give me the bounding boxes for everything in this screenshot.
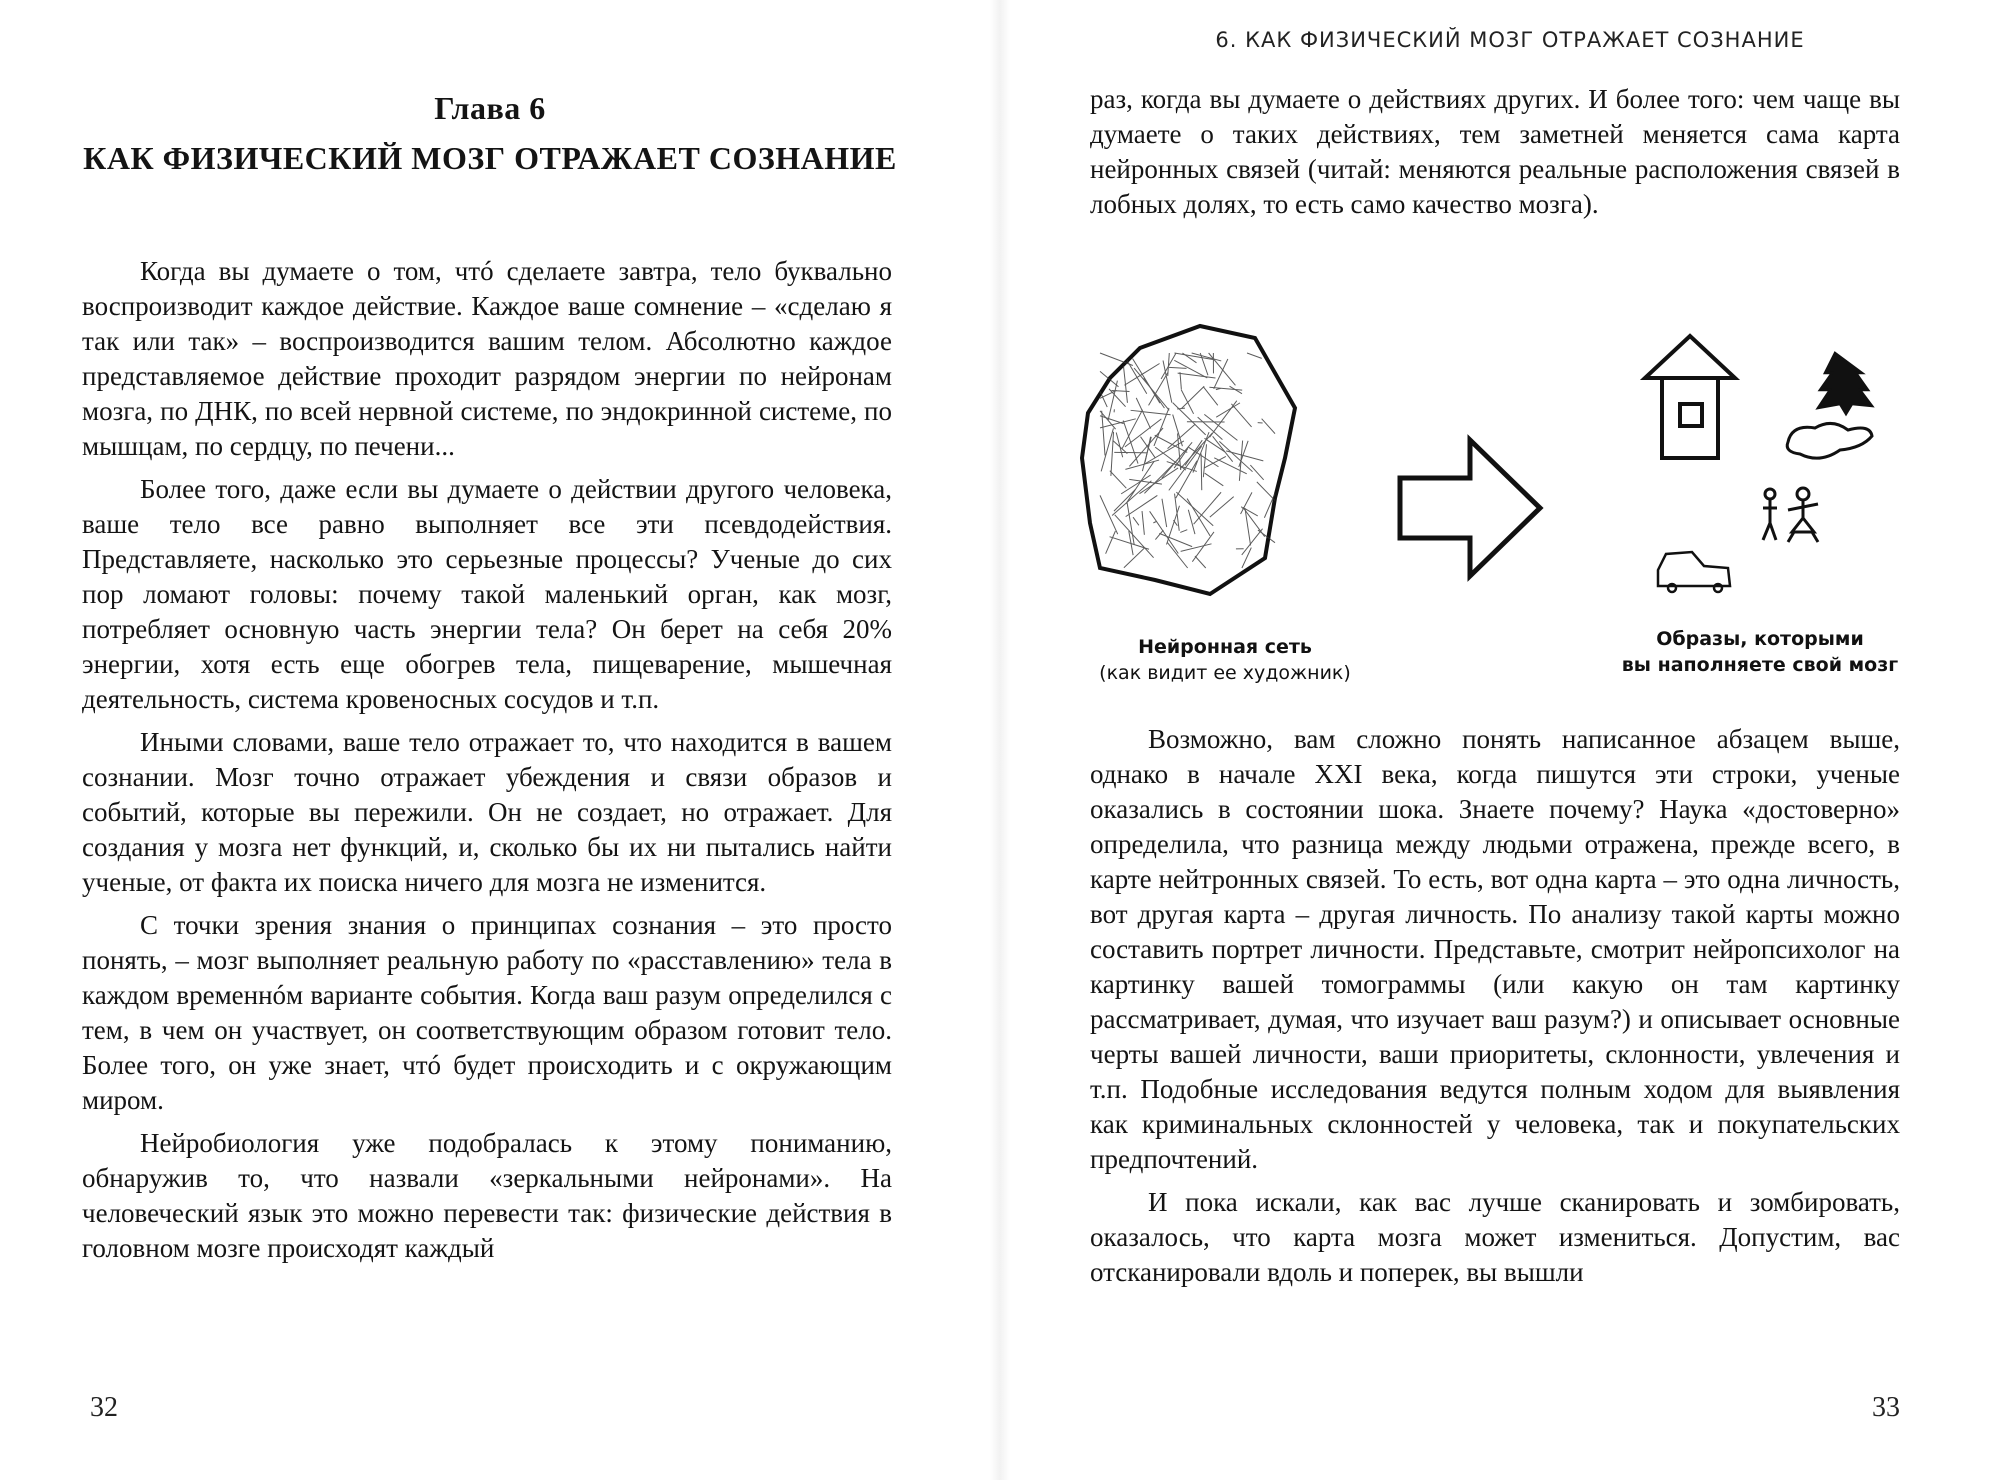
paragraph: С точки зрения знания о принципах сознания – это просто понять, – мозг выполняет реальную работу по «расставлению» тела в каждом временнóм варианте события. Когда ваш разум определился с тем, в чем он участвует, он соответствующим образом готовит тело. Более того, он уже знает, чтó будет происходить и с окружающим миром. (82, 910, 892, 1115)
chapter-number: Глава 6 (434, 90, 546, 126)
paragraph: Когда вы думаете о том, чтó сделаете завтра, тело буквально воспроизводит каждое действие. Каждое ваше сомнение – «сделаю я так или так» – воспроизводится вашим телом. Абсолютно каждое представляемое действие проходит разрядом энергии по нейронам мозга, по ДНК, по всей нервной системе, по эндокринной системе, по мышцам, по сердцу, по печени... (82, 256, 892, 461)
neural-network-figure (1080, 318, 1930, 698)
paragraph: Иными словами, ваше тело отражает то, что находится в вашем сознании. Мозг точно отражает убеждения и связи образов и событий, которые вы пережили. Он не создает, но отражает. Для создания у мозга нет функций, и, сколько бы их ни пытались найти ученые, от факта их поиска ничего для мозга не изменится. (82, 727, 892, 897)
paragraph: Возможно, вам сложно понять написанное абзацем выше, однако в начале XXI века, когда пишутся эти строки, ученые оказались в состоянии шока. Знаете почему? Наука «достоверно» определила, что разница между людьми отражена, прежде всего, в карте нейтронных связей. То есть, вот одна карта – это одна личность, вот другая карта – другая личность. По анализу такой карты можно составить портрет личности. Представьте, смотрит нейропсихолог на картинку вашей томограммы (или какую он там картинку рассматривает, думая, что изучает ваш разум?) и описывает основные черты вашей личности, ваши приоритеты, склонности, увлечения и т.п. Подобные исследования ведутся полным ходом для выявления как криминальных склонностей у человека, так и покупательских предпочтений. (1090, 724, 1900, 1174)
caption-images (1580, 626, 1940, 678)
figure-drawing (1080, 318, 1930, 618)
paragraph: И пока искали, как вас лучше сканировать и зомбировать, оказалось, что карта мозга может измениться. Допустим, вас отсканировали вдоль и поперек, вы вышли (1090, 1187, 1900, 1287)
right-bottom-text (1090, 722, 1900, 1298)
arrow-icon (1400, 440, 1540, 576)
book-gutter (990, 0, 1010, 1480)
caption-subtitle: (как видит ее художник) (1099, 662, 1351, 684)
caption-line: Образы, которыми (1656, 628, 1864, 650)
house-icon (1645, 336, 1735, 458)
page-number-left: 32 (90, 1392, 118, 1423)
left-body-text (82, 254, 892, 1274)
paragraph: Более того, даже если вы думаете о действии другого человека, ваше тело все равно выполняет все эти псевдодействия. Представляете, насколько это серьезные процессы? Ученые до сих пор ломают головы: почему такой маленький орган, как мозг, потребляет основную часть энергии тела? Он берет на себя 20% энергии, хотя есть еще обогрев тела, пищеварение, мышечная деятельность, система кровеносных сосудов и т.п. (82, 474, 892, 714)
paragraph: Нейробиология уже подобралась к этому пониманию, обнаружив то, что назвали «зеркальными нейронами». На человеческий язык это можно перевести так: физические действия в головном мозге происходят каждый (82, 1128, 892, 1263)
running-head: 6. КАК ФИЗИЧЕСКИЙ МОЗГ ОТРАЖАЕТ СОЗНАНИЕ (1215, 28, 1805, 52)
person-icon (1788, 488, 1818, 542)
person-icon (1763, 489, 1777, 540)
chapter-title: КАК ФИЗИЧЕСКИЙ МОЗГ ОТРАЖАЕТ СОЗНАНИЕ (83, 140, 897, 176)
cloud-icon (1787, 423, 1872, 458)
paragraph: раз, когда вы думаете о действиях других. И более того: чем чаще вы думаете о таких действиях, тем заметней меняется сама карта нейронных связей (читай: меняются реальные расположения связей в лобных долях, то есть само качество мозга). (1090, 84, 1900, 219)
caption-line: вы наполняете свой мозг (1621, 654, 1899, 676)
car-icon (1658, 552, 1730, 592)
page-number-right: 33 (1872, 1392, 1900, 1423)
right-page (1010, 0, 2000, 1480)
right-top-text (1090, 82, 1900, 230)
tree-icon (1818, 353, 1872, 414)
caption-neural-network (1080, 634, 1370, 686)
caption-title: Нейронная сеть (1138, 636, 1312, 658)
left-page (0, 0, 990, 1480)
